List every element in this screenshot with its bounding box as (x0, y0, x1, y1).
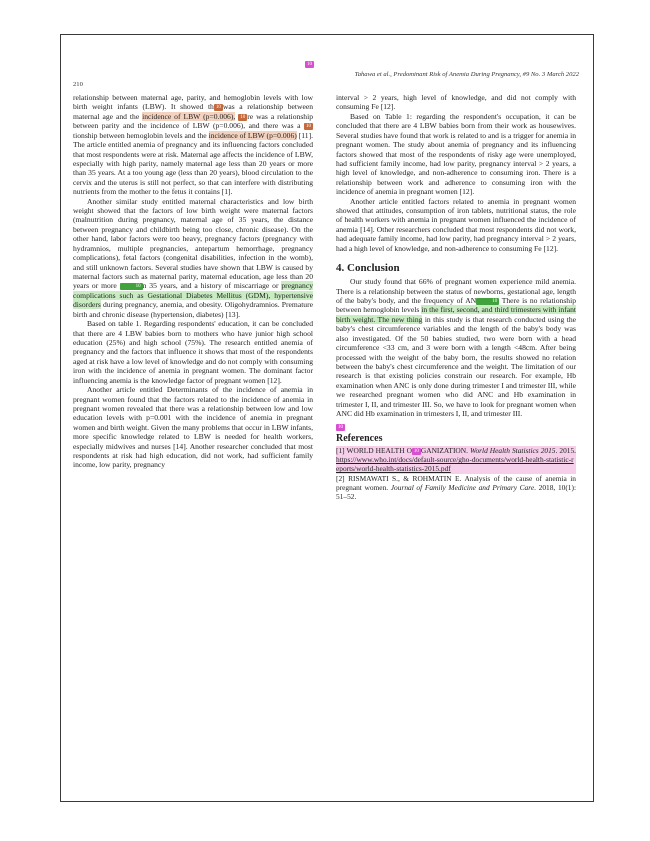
reference-link[interactable]: https://www.who.int/docs/default-source/gho-documents/world-health-statistic-reports/world-health-statistics-2015.pdf (336, 455, 574, 474)
journal-title: Journal of Family Medicine and Primary Care (390, 482, 535, 492)
references-badge-row (336, 423, 576, 432)
text-run: relationship between maternal age, parity, and hemoglobin levels with low birth weight infants (LBW). It showed th (73, 93, 313, 112)
reference-item (336, 474, 576, 502)
text-run: [11]. The article entitled anemia of pregnancy and its influencing factors concluded that most respondents were at risk. Maternal age affects the incidence of LBW, especially with high parity, namely maternal age less than 20 years or more than 35 years. At a too young age (less than 20 years), blood circulation to the cervix and the uterus is still not perfect, so that can interfere with distributing nutrients from the mother to the fetus it contains [1]. (73, 130, 313, 197)
left-column (73, 93, 313, 470)
text-run: in this study is that research conducted using the baby's chest circumference variables and the length of the baby's body was also investigated. Of the 50 babies studied, two were born with a head circumference <33 cm, and 3 were born with a length <48cm. After being processed with the weight of the baby born, the results showed no relation between the baby's chest circumference and the weight. The limitation of our research is that existing policies constrain our research. For example, Hb examination when ANC is only done during trimester I and trimester III, while we researched pregnant women who did ANC and Hb examination in trimester I, II, and trimester III. So, we have to look for pregnant women when ANC did Hb examination in trimesters I, II, and trimester III. (336, 314, 576, 419)
annotation-badge[interactable]: 10 (240, 114, 246, 120)
text-run: GANIZATION. (420, 445, 470, 455)
text-run: . 2018, 10(1): 51–52. (336, 482, 576, 501)
highlight[interactable]: incidence of LBW (p=0.006) (208, 130, 297, 140)
section-heading: 4. Conclusion (336, 262, 400, 275)
paragraph: Based on Table 1: regarding the respondent's occupation, it can be concluded that there are 4 LBW babies born from their work as housewives. Several studies have found that work is related to and is a trigger for anemia in pregnant women. The study about anemia of pregnancy and its influencing factors showed that most of the respondents of risky age were unemployed, had sufficient family income, had low parity, pregnancy interval > 2 years, a high level of knowledge, and non-adherence to consuming iron. There is a relationship between work and adherence to consuming iron with the incidence of anemia in pregnant women [12]. (336, 111, 576, 197)
highlight[interactable]: in the first, second, and third trimesters with infant birth weight. The new thing (336, 305, 576, 324)
annotation-badge[interactable]: 10 (307, 62, 312, 67)
paragraph: interval > 2 years, high level of knowledge, and did not comply with consuming Fe [12]. (336, 93, 576, 112)
paragraph (336, 277, 576, 418)
highlight[interactable]: pregnancy complications such as Gestational Diabetes Mellitus (GDM), hypertensive disorders (73, 281, 313, 310)
highlight[interactable]: incidence of LBW (p=0.006), (142, 111, 236, 121)
text-run: during pregnancy, anemia, and obesity. Oligohydramnios. Premature birth and chronic disease (hypertension, diabetes) [13]. (73, 300, 313, 319)
annotation-badge[interactable]: 10 (338, 425, 343, 431)
text-run: . 2015. (555, 445, 576, 455)
annotation-badge[interactable]: 10 (413, 448, 419, 454)
text-run: [2] RISMAWATI S., & ROHMATIN E. Analysis of the cause of anemia in pregnant women. (336, 473, 576, 492)
text-run: was a relationship between maternal age and the (73, 102, 313, 121)
paragraph: Based on table 1. Regarding respondents' education, it can be concluded that there are 4 LBW babies born to mothers who have junior high school education (25%) and high school (75%). The research entitled anemia of pregnancy and the factors that influence it shows that most of the respondents aged at risk have a low level of knowledge and do not comply with consuming iron with the incidence of anemia in pregnant women. The dominant factor influencing anemia is the knowledge factor of pregnant women [12]. (73, 319, 313, 385)
paragraph: Another article entitled Determinants of the incidence of anemia in pregnant women found that the factors related to the incidence of anemia in pregnant women revealed that there was a relationship between low and low education levels with p=0.001 with the incidence of anemia in pregnant women and birth weight. Given the many problems that occur in LBW infants, more specific knowledge related to LBW is needed for health workers, especially midwives and nurses [14]. Another researcher concluded that most respondents at risk had high education, did not work, had sufficient family income, low parity, pregnancy (73, 385, 313, 470)
annotation-badge[interactable]: 10 (120, 283, 143, 290)
text-run: [1] WORLD HEALTH O (336, 445, 412, 455)
references-heading: References (336, 432, 383, 444)
annotation-badge[interactable]: 10 (215, 105, 221, 111)
page-number: 210 (73, 81, 83, 88)
text-run: Another similar study entitled maternal characteristics and low birth weight showed that the factors of low birth weight were maternal factors (malnutrition during pregnancy, maternal age of 35 years, the distance between pregnancy and childbirth being too close, chronic disease). On the other hand, labor factors were too heavy, pregnancy factors (pregnancy with hydramnios, multiple pregnancies, antepartum hemorrhage, pregnancy complications), fetal factors (congenital disabilities, infection in the womb), and still unknown factors. Several studies have shown that LBW is caused by maternal factors such as maternal parity, maternal education, age less than 20 years or more (73, 196, 313, 291)
paragraph (73, 197, 313, 319)
text-run: re was a relationship between parity and the incidence of LBW (p=0.006), and there was a (73, 111, 313, 131)
text-run: There is no relationship between hemoglobin levels (336, 296, 576, 315)
running-head-text: Tahawa et al., Predominant Risk of Anemia During Pregnancy, #9 No. 3 March 2022 (354, 71, 579, 78)
text-run: n 35 years, and a history of miscarriage or (142, 281, 282, 291)
annotation-badge[interactable]: 10 (306, 124, 311, 130)
text-run: tionship between hemoglobin levels and the (73, 130, 209, 140)
right-column (336, 93, 576, 501)
running-head (61, 62, 593, 78)
text-run: Our study found that 66% of pregnant women experience mild anemia. There is a relationship between the status of newborns, gestational age, length of the baby's body, and the frequency of AN (336, 277, 576, 306)
paragraph: Another article entitled factors related to anemia in pregnant women showed that attitudes, consumption of iron tablets, nutritional status, the role of health workers with anemia in pregnant women influenced the incidence of anemia [14]. Other researchers concluded that most respondents did not work, had adequate family income, had low parity, had pregnancy interval > 2 years, had a high level of knowledge, and non-adherence to consuming Fe [12]. (336, 196, 576, 253)
paper-page (60, 34, 594, 802)
annotation-badge[interactable]: 10 (476, 298, 499, 305)
reference-title: World Health Statistics 2015 (469, 445, 556, 455)
reference-item (336, 446, 576, 474)
paragraph (73, 93, 313, 197)
